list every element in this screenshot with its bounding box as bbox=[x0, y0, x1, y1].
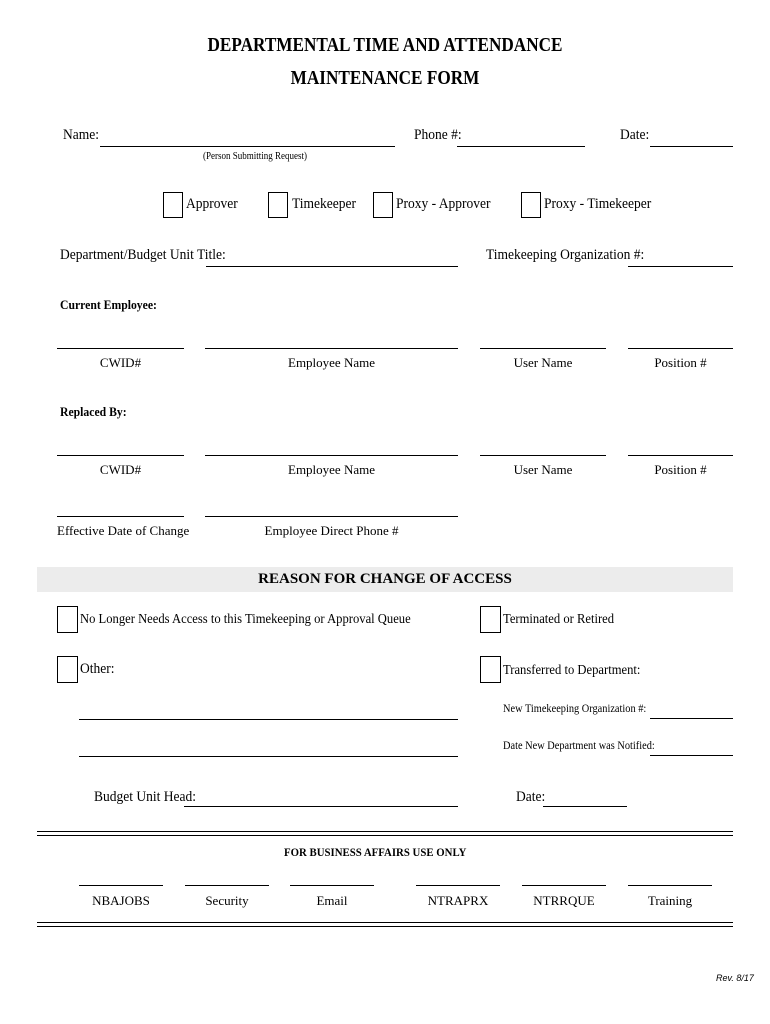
form-title-line2: MAINTENANCE FORM bbox=[290, 67, 480, 89]
name-field[interactable] bbox=[100, 146, 395, 147]
budget-date-field[interactable] bbox=[543, 806, 627, 807]
email-field[interactable] bbox=[290, 885, 374, 886]
replacement-position-field[interactable] bbox=[628, 455, 733, 456]
replacement-user-name-field[interactable] bbox=[480, 455, 606, 456]
email-caption: Email bbox=[316, 893, 348, 908]
effective-date-field[interactable] bbox=[57, 516, 184, 517]
no-longer-needs-access-checkbox[interactable] bbox=[57, 606, 78, 633]
form-title-line1: DEPARTMENTAL TIME AND ATTENDANCE bbox=[207, 34, 563, 56]
ntraprx-field[interactable] bbox=[416, 885, 500, 886]
transferred-checkbox[interactable] bbox=[480, 656, 501, 683]
other-reason-line-2[interactable] bbox=[79, 756, 458, 757]
nbajobs-caption: NBAJOBS bbox=[92, 893, 150, 908]
other-reason-line-1[interactable] bbox=[79, 719, 458, 720]
budget-head-field[interactable] bbox=[184, 806, 458, 807]
current-employee-name-caption: Employee Name bbox=[288, 355, 375, 370]
new-org-field[interactable] bbox=[650, 718, 733, 719]
effective-date-caption: Effective Date of Change bbox=[57, 523, 190, 538]
approver-checkbox[interactable] bbox=[163, 192, 183, 218]
replacement-cwid-field[interactable] bbox=[57, 455, 184, 456]
nbajobs-field[interactable] bbox=[79, 885, 163, 886]
current-user-name-field[interactable] bbox=[480, 348, 606, 349]
replacement-employee-name-caption: Employee Name bbox=[288, 462, 375, 477]
replacement-user-name-caption: User Name bbox=[513, 462, 573, 477]
current-position-caption: Position # bbox=[654, 355, 707, 370]
approver-label: Approver bbox=[186, 196, 238, 212]
business-heading: FOR BUSINESS AFFAIRS USE ONLY bbox=[283, 845, 467, 859]
other-label: Other: bbox=[80, 661, 115, 677]
replacement-position-caption: Position # bbox=[654, 462, 707, 477]
security-caption: Security bbox=[205, 893, 249, 908]
ntrrque-caption: NTRRQUE bbox=[533, 893, 595, 908]
business-bottom-divider bbox=[37, 922, 733, 927]
current-employee-label: Current Employee: bbox=[60, 297, 157, 312]
current-position-field[interactable] bbox=[628, 348, 733, 349]
new-org-label: New Timekeeping Organization #: bbox=[503, 703, 647, 715]
direct-phone-field[interactable] bbox=[205, 516, 458, 517]
phone-field[interactable] bbox=[457, 146, 585, 147]
terminated-checkbox[interactable] bbox=[480, 606, 501, 633]
revision-note: Rev. 8/17 bbox=[716, 973, 754, 983]
timekeeping-org-label: Timekeeping Organization #: bbox=[486, 247, 645, 263]
business-top-divider bbox=[37, 831, 733, 836]
timekeeper-label: Timekeeper bbox=[292, 196, 356, 212]
current-cwid-caption: CWID# bbox=[99, 355, 142, 370]
ntraprx-caption: NTRAPRX bbox=[427, 893, 489, 908]
other-checkbox[interactable] bbox=[57, 656, 78, 683]
current-employee-name-field[interactable] bbox=[205, 348, 458, 349]
name-sublabel: (Person Submitting Request) bbox=[203, 151, 308, 162]
reason-heading: REASON FOR CHANGE OF ACCESS bbox=[258, 571, 512, 587]
current-cwid-field[interactable] bbox=[57, 348, 184, 349]
training-caption: Training bbox=[647, 893, 693, 908]
timekeeper-checkbox[interactable] bbox=[268, 192, 288, 218]
date-label: Date: bbox=[620, 127, 650, 143]
replaced-by-label: Replaced By: bbox=[60, 404, 127, 419]
date-field[interactable] bbox=[650, 146, 733, 147]
proxy-approver-checkbox[interactable] bbox=[373, 192, 393, 218]
transferred-label: Transferred to Department: bbox=[503, 663, 641, 678]
date-notified-label: Date New Department was Notified: bbox=[503, 740, 655, 752]
date-notified-field[interactable] bbox=[650, 755, 733, 756]
training-field[interactable] bbox=[628, 885, 712, 886]
phone-label: Phone #: bbox=[414, 127, 462, 143]
budget-head-label: Budget Unit Head: bbox=[94, 789, 196, 805]
no-longer-needs-access-label: No Longer Needs Access to this Timekeeping or Approval Queue bbox=[80, 612, 411, 627]
proxy-timekeeper-checkbox[interactable] bbox=[521, 192, 541, 218]
name-label: Name: bbox=[63, 127, 99, 143]
current-user-name-caption: User Name bbox=[513, 355, 573, 370]
direct-phone-caption: Employee Direct Phone # bbox=[264, 523, 399, 538]
replacement-cwid-caption: CWID# bbox=[99, 462, 142, 477]
proxy-timekeeper-label: Proxy - Timekeeper bbox=[544, 196, 652, 212]
timekeeping-org-field[interactable] bbox=[628, 266, 733, 267]
proxy-approver-label: Proxy - Approver bbox=[396, 196, 491, 212]
replacement-employee-name-field[interactable] bbox=[205, 455, 458, 456]
ntrrque-field[interactable] bbox=[522, 885, 606, 886]
department-label: Department/Budget Unit Title: bbox=[60, 247, 226, 263]
department-field[interactable] bbox=[206, 266, 458, 267]
terminated-label: Terminated or Retired bbox=[503, 612, 615, 627]
budget-date-label: Date: bbox=[516, 789, 546, 805]
security-field[interactable] bbox=[185, 885, 269, 886]
